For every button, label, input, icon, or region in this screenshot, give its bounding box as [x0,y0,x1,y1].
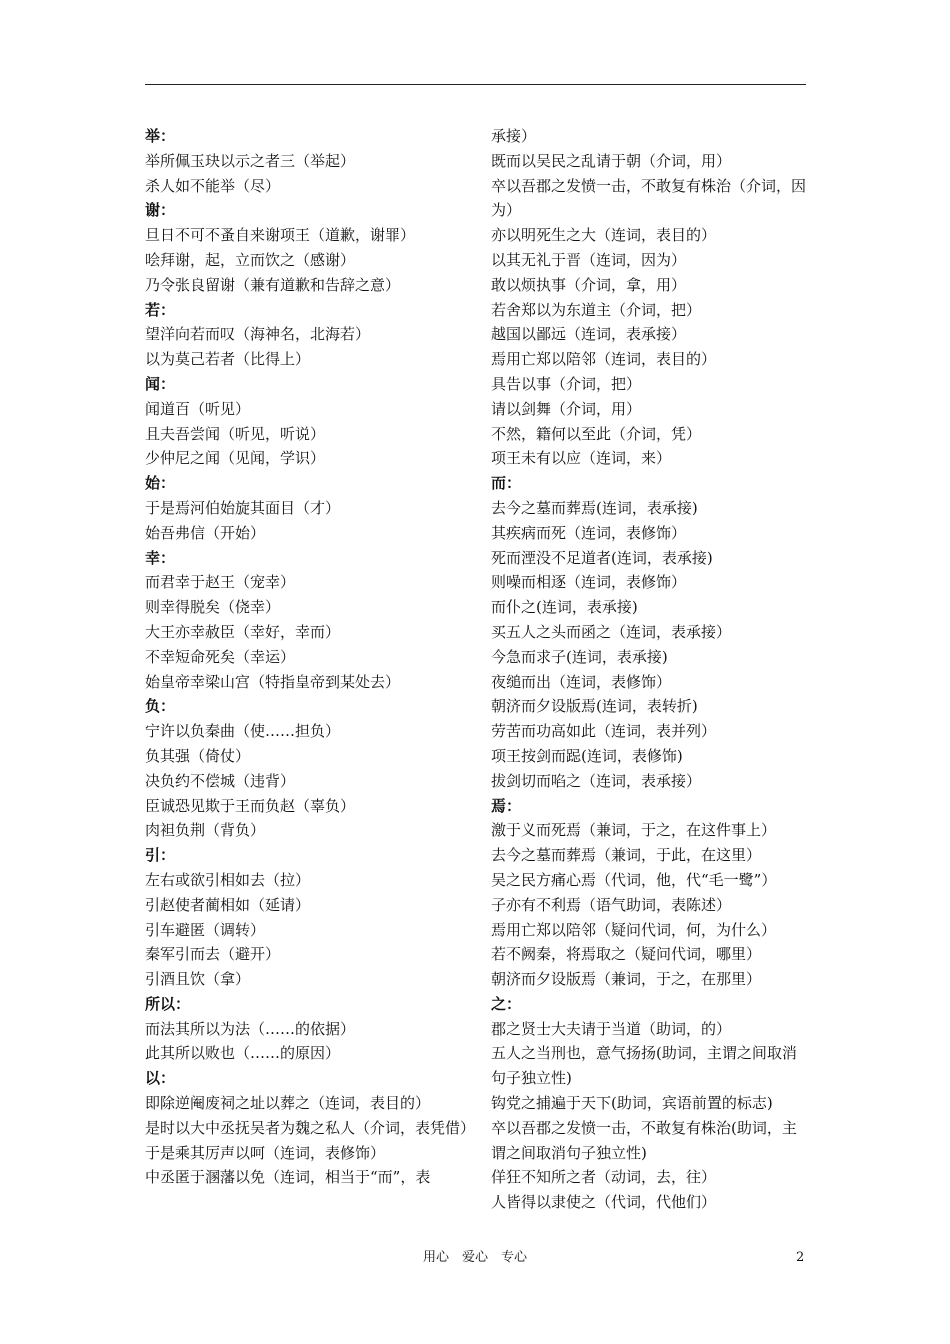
example-line: 佯狂不知所之者（动词，去，往） [491,1168,717,1187]
example-line: 宁许以负秦曲（使……担负） [145,722,341,741]
example-line: 夜缒而出（连词，表修饰） [491,672,672,691]
example-line: 郡之贤士大夫请于当道（助词，的） [491,1019,732,1038]
example-line: 项王未有以应（连词，来） [491,449,672,468]
example-line: 既而以吴民之乱请于朝（介词，用） [491,151,732,170]
section-heading: 谢： [145,201,176,220]
example-line: 且夫吾尝闻（听见，听说） [145,424,326,443]
section-heading: 以： [145,1069,176,1088]
section-heading: 闻： [145,374,176,393]
example-line: 则幸得脱矣（侥幸） [145,598,281,617]
example-line: 闻道百（听见） [145,399,251,418]
example-line: 若舍郑以为东道主（介词，把） [491,300,702,319]
example-line: 今急而求子(连词，表承接) [491,647,668,666]
section-heading: 而： [491,474,522,493]
example-line: 项王按剑而跽(连词，表修饰) [491,746,683,765]
section-heading: 举： [145,127,176,145]
example-line: 不然，籍何以至此（介词，凭） [491,424,702,443]
example-line: 以为莫己若者（比得上） [145,350,311,369]
example-line: 去今之墓而葬焉（兼词，于此，在这里） [491,846,762,865]
example-line: 负其强（倚仗） [145,746,251,765]
example-line: 死而湮没不足道者(连词，表承接) [491,548,713,567]
example-line: 五人之当刑也，意气扬扬(助词，主谓之间取消句子独立性) [491,1044,797,1088]
example-line: 引车避匿（调转） [145,920,266,939]
section-heading: 负： [145,697,176,716]
example-line: 望洋向若而叹（海神名，北海若） [145,325,371,344]
example-line: 子亦有不利焉（语气助词，表陈述） [491,895,732,914]
example-line: 承接） [491,127,537,145]
example-line: 引酒且饮（拿） [145,970,251,989]
example-line: 引赵使者蔺相如（延请） [145,895,311,914]
section-heading: 若： [145,300,176,319]
footer-motto: 用心 爱心 专心 [422,1250,527,1265]
section-heading: 幸： [145,548,176,567]
right-column [491,124,811,1215]
example-line: 始皇帝幸梁山宫（特指皇帝到某处去） [145,672,401,691]
example-line: 决负约不偿城（违背） [145,771,296,790]
example-line: 越国以鄙远（连词，表承接） [491,325,687,344]
example-line: 劳苦而功高如此（连词，表并列） [491,722,717,741]
example-line: 朝济而夕设版焉（兼词，于之，在那里） [491,970,762,989]
example-line: 则噪而相逐（连词，表修饰） [491,573,687,592]
example-line: 买五人之头而函之（连词，表承接） [491,622,732,641]
example-line: 少仲尼之闻（见闻，学识） [145,449,326,468]
section-heading: 之： [491,994,522,1013]
example-line: 吴之民方痛心焉（代词，他，代“毛一鹭”） [491,870,777,889]
example-line: 此其所以败也（……的原因） [145,1044,341,1063]
example-line: 而仆之(连词，表承接) [491,598,638,617]
example-line: 亦以明死生之大（连词，表目的） [491,226,717,245]
example-line: 焉用亡郑以陪邻（连词，表目的） [491,350,717,369]
example-line: 拔剑切而啗之（连词，表承接） [491,771,702,790]
example-line: 激于义而死焉（兼词，于之，在这件事上） [491,821,777,840]
section-heading: 焉： [491,796,522,815]
header-rule [145,84,806,85]
example-line: 旦日不可不蚤自来谢项王（道歉，谢罪） [145,226,416,245]
example-line: 焉用亡郑以陪邻（疑问代词，何，为什么） [491,920,777,939]
example-line: 卒以吾郡之发愤一击，不敢复有株治（介词，因为） [491,176,807,220]
example-line: 请以剑舞（介词，用） [491,399,642,418]
example-line: 哙拜谢，起，立而饮之（感谢） [145,250,356,269]
example-line: 于是焉河伯始旋其面目（才） [145,498,341,517]
example-line: 去今之墓而葬焉(连词，表承接) [491,498,698,517]
example-line: 乃令张良留谢（兼有道歉和告辞之意） [145,275,401,294]
example-line: 敢以烦执事（介词，拿，用） [491,275,687,294]
example-line: 其疾病而死（连词，表修饰） [491,523,687,542]
section-heading: 所以： [145,994,191,1013]
example-line: 肉袒负荆（背负） [145,821,266,840]
left-column [145,124,476,1190]
example-line: 朝济而夕设版焉(连词，表转折) [491,697,698,716]
example-line: 举所佩玉玦以示之者三（举起） [145,151,356,170]
example-line: 而法其所以为法（……的依据） [145,1019,356,1038]
example-line: 人皆得以隶使之（代词，代他们） [491,1193,717,1212]
example-line: 中丞匿于溷藩以免（连词，相当于“而”，表 [145,1168,431,1187]
example-line: 以其无礼于晋（连词，因为） [491,250,687,269]
example-line: 始吾弗信（开始） [145,523,266,542]
example-line: 不幸短命死矣（幸运） [145,647,296,666]
example-line: 秦军引而去（避开） [145,945,281,964]
example-line: 若不阙秦，将焉取之（疑问代词，哪里） [491,945,762,964]
section-heading: 引： [145,846,176,865]
example-line: 左右或欲引相如去（拉） [145,870,311,889]
example-line: 卒以吾郡之发愤一击，不敢复有株治(助词，主谓之间取消句子独立性) [491,1118,797,1162]
page-number: 2 [796,1250,805,1265]
example-line: 臣诚恐见欺于王而负赵（辜负） [145,796,356,815]
example-line: 而君幸于赵王（宠幸） [145,573,296,592]
example-line: 即除逆阉废祠之址以葬之（连词，表目的） [145,1094,431,1113]
example-line: 杀人如不能举（尽） [145,176,281,195]
example-line: 于是乘其厉声以呵（连词，表修饰） [145,1143,386,1162]
example-line: 是时以大中丞抚吴者为魏之私人（介词，表凭借） [145,1118,476,1137]
example-line: 大王亦幸赦臣（幸好，幸而） [145,622,341,641]
example-line: 钩党之捕遍于天下(助词，宾语前置的标志) [491,1094,773,1113]
example-line: 具告以事（介词，把） [491,374,642,393]
section-heading: 始： [145,474,176,493]
